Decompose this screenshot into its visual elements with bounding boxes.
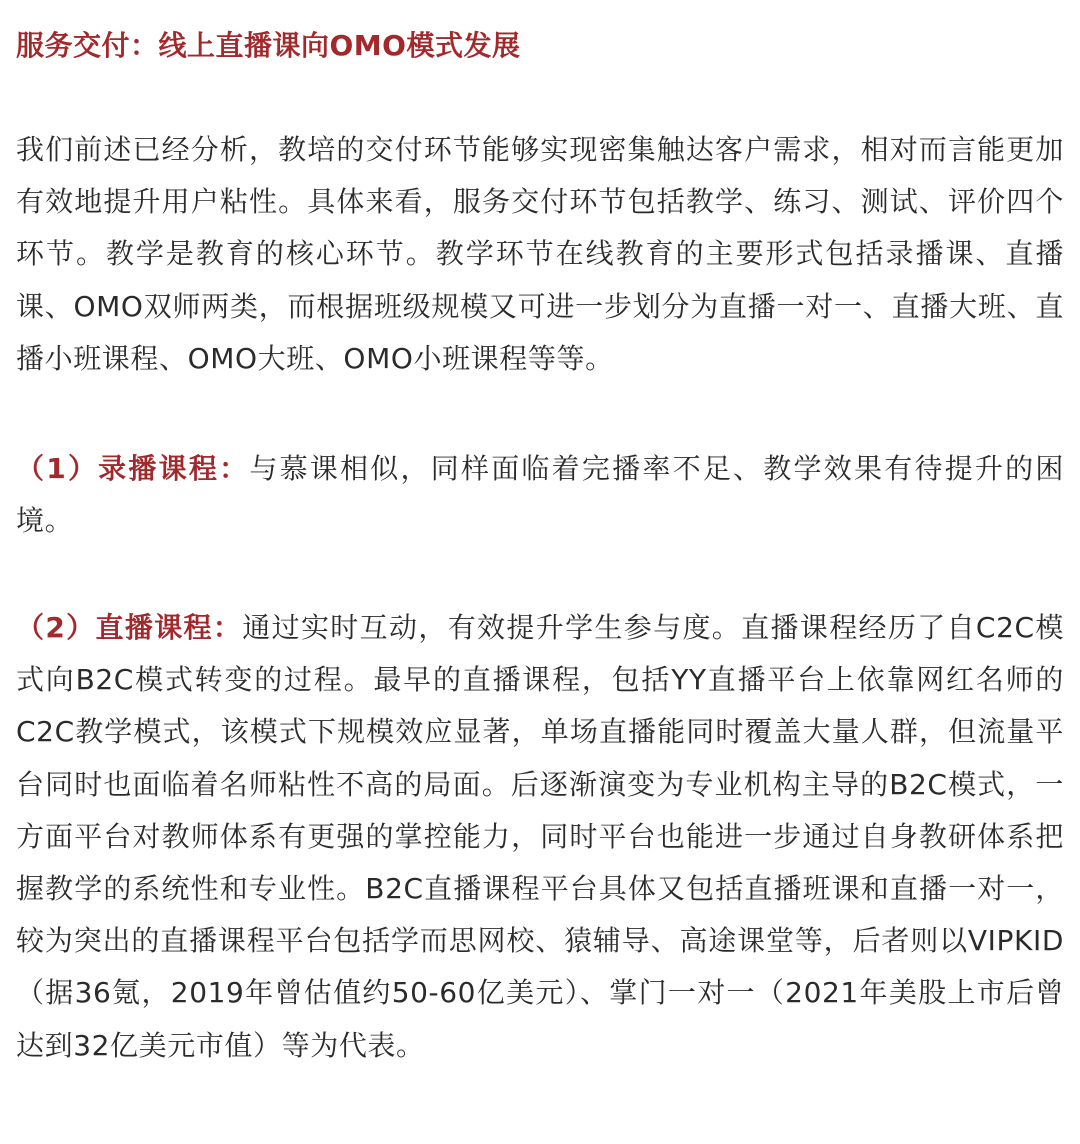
live-course-paragraph: [16, 602, 1064, 1072]
live-course-label: （2）直播课程：: [16, 611, 243, 644]
recorded-course-text: 与慕课相似，同样面临着完播率不足、教学效果有待提升的困境。: [16, 452, 1064, 538]
intro-paragraph: 我们前述已经分析，教培的交付环节能够实现密集触达客户需求，相对而言能更加有效地提升用户粘性。具体来看，服务交付环节包括教学、练习、测试、评价四个环节。教学是教育的核心环节。教学环节在线教育的主要形式包括录播课、直播课、OMO双师两类，而根据班级规模又可进一步划分为直播一对一、直播大班、直播小班课程、OMO大班、OMO小班课程等等。: [16, 133, 1064, 375]
live-course-text: 通过实时互动，有效提升学生参与度。直播课程经历了自C2C模式向B2C模式转变的过程。最早的直播课程，包括YY直播平台上依靠网红名师的C2C教学模式，该模式下规模效应显著，单场直播能同时覆盖大量人群，但流量平台同时也面临着名师粘性不高的局面。后逐渐演变为专业机构主导的B2C模式，一方面平台对教师体系有更强的掌控能力，同时平台也能进一步通过自身教研体系把握教学的系统性和专业性。B2C直播课程平台具体又包括直播班课和直播一对一，较为突出的直播课程平台包括学而思网校、猿辅导、高途课堂等，后者则以VIPKID（据36氪，2019年曾估值约50-60亿美元）、掌门一对一（2021年美股上市后曾达到32亿美元市值）等为代表。: [16, 611, 1064, 1062]
recorded-course-paragraph: [16, 443, 1064, 547]
section-heading: 服务交付：线上直播课向OMO模式发展: [16, 29, 521, 62]
recorded-course-label: （1）录播课程：: [16, 452, 250, 485]
